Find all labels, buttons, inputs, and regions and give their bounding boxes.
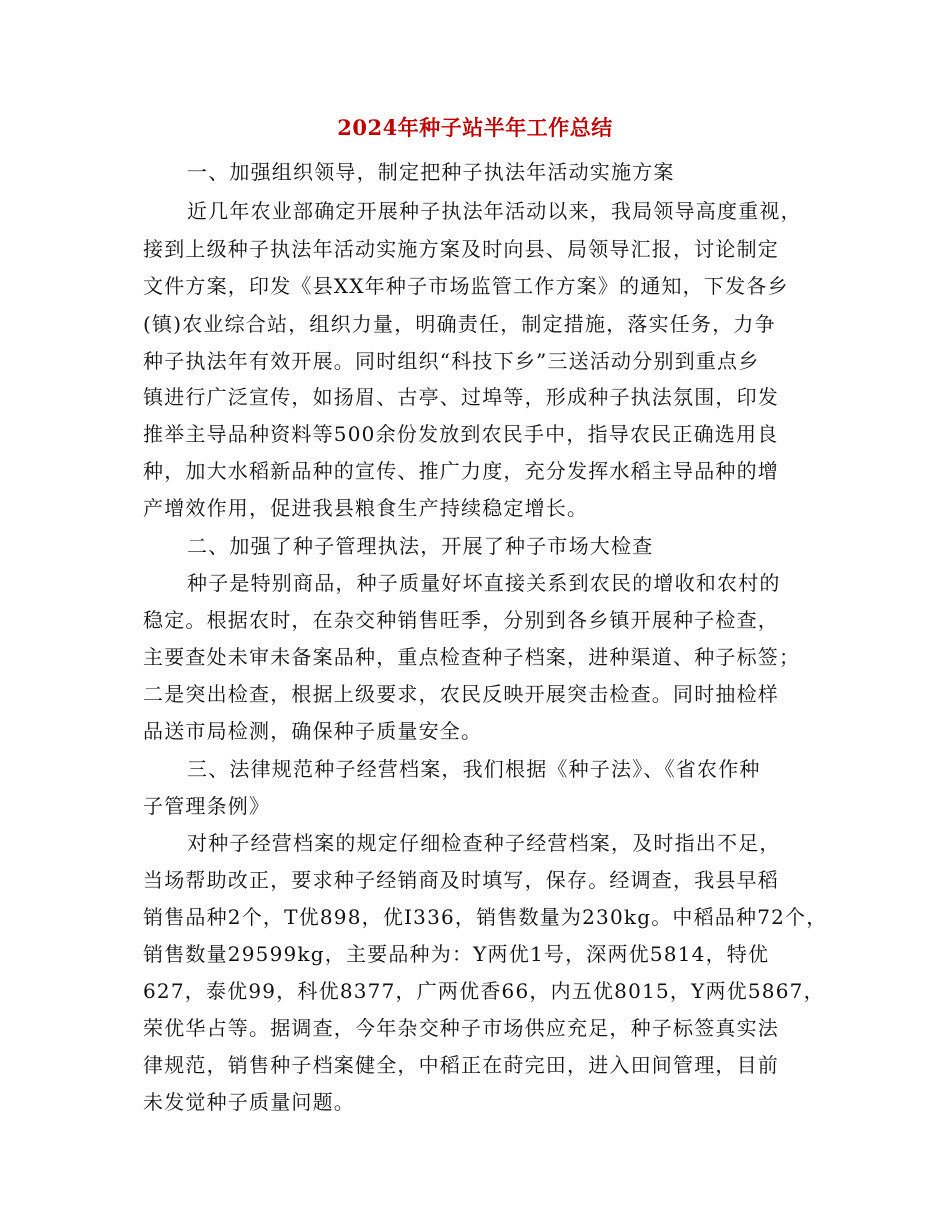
section-3-heading: 三、法律规范种子经营档案，我们根据《种子法》、《省农作种 <box>187 757 761 781</box>
paragraph-line: 当场帮助改正，要求种子经销商及时填写，保存。经调查，我县早稻 <box>143 868 779 892</box>
paragraph-line: 品送市局检测，确保种子质量安全。 <box>143 719 483 743</box>
paragraph-line: 接到上级种子执法年活动实施方案及时向县、局领导汇报，讨论制定 <box>143 237 779 261</box>
paragraph-line: (镇)农业综合站，组织力量，明确责任，制定措施，落实任务，力争 <box>143 312 776 336</box>
paragraph-line: 产增效作用，促进我县粮食生产持续稳定增长。 <box>143 496 589 520</box>
paragraph-line: 未发觉种子质量问题。 <box>143 1090 355 1114</box>
paragraph-line: 荣优华占等。据调查，今年杂交种子市场供应充足，种子标签真实法 <box>143 1016 779 1040</box>
paragraph-line: 销售数量29599kg，主要品种为：Y两优1号，深两优5814，特优 <box>143 942 770 966</box>
paragraph-line: 律规范，销售种子档案健全，中稻正在莳完田，进入田间管理，目前 <box>143 1053 779 1077</box>
paragraph-line: 文件方案，印发《县XX年种子市场监管工作方案》的通知，下发各乡 <box>143 274 789 298</box>
paragraph-line: 种，加大水稻新品种的宣传、推广力度，充分发挥水稻主导品种的增 <box>143 459 779 483</box>
section-1-heading: 一、加强组织领导，制定把种子执法年活动实施方案 <box>187 160 675 184</box>
paragraph-line: 主要查处未审未备案品种，重点检查种子档案，进种渠道、种子标签； <box>143 645 801 669</box>
paragraph-line: 对种子经营档案的规定仔细检查种子经营档案，及时指出不足， <box>187 831 781 855</box>
paragraph-line: 二是突出检查，根据上级要求，农民反映开展突击检查。同时抽检样 <box>143 682 779 706</box>
paragraph-line: 627，泰优99，科优8377，广两优香66，内五优8015，Y两优5867， <box>143 979 825 1003</box>
paragraph-line: 销售品种2个，T优898，优I336，销售数量为230kg。中稻品种72个， <box>143 905 828 929</box>
paragraph-line: 种子执法年有效开展。同时组织“科技下乡”三送活动分别到重点乡 <box>143 349 760 373</box>
section-3-heading-continued: 子管理条例》 <box>143 794 271 818</box>
paragraph-line: 种子是特别商品，种子质量好坏直接关系到农民的增收和农村的 <box>187 571 781 595</box>
section-2-heading: 二、加强了种子管理执法，开展了种子市场大检查 <box>187 534 654 558</box>
paragraph-line: 稳定。根据农时，在杂交种销售旺季，分别到各乡镇开展种子检查， <box>143 608 779 632</box>
document-title: 2024年种子站半年工作总结 <box>337 115 613 140</box>
paragraph-line: 近几年农业部确定开展种子执法年活动以来，我局领导高度重视， <box>187 199 802 223</box>
paragraph-line: 镇进行广泛宣传，如扬眉、古亭、过埠等，形成种子执法氛围，印发 <box>143 385 779 409</box>
paragraph-line: 推举主导品种资料等500余份发放到农民手中，指导农民正确选用良 <box>143 422 779 446</box>
